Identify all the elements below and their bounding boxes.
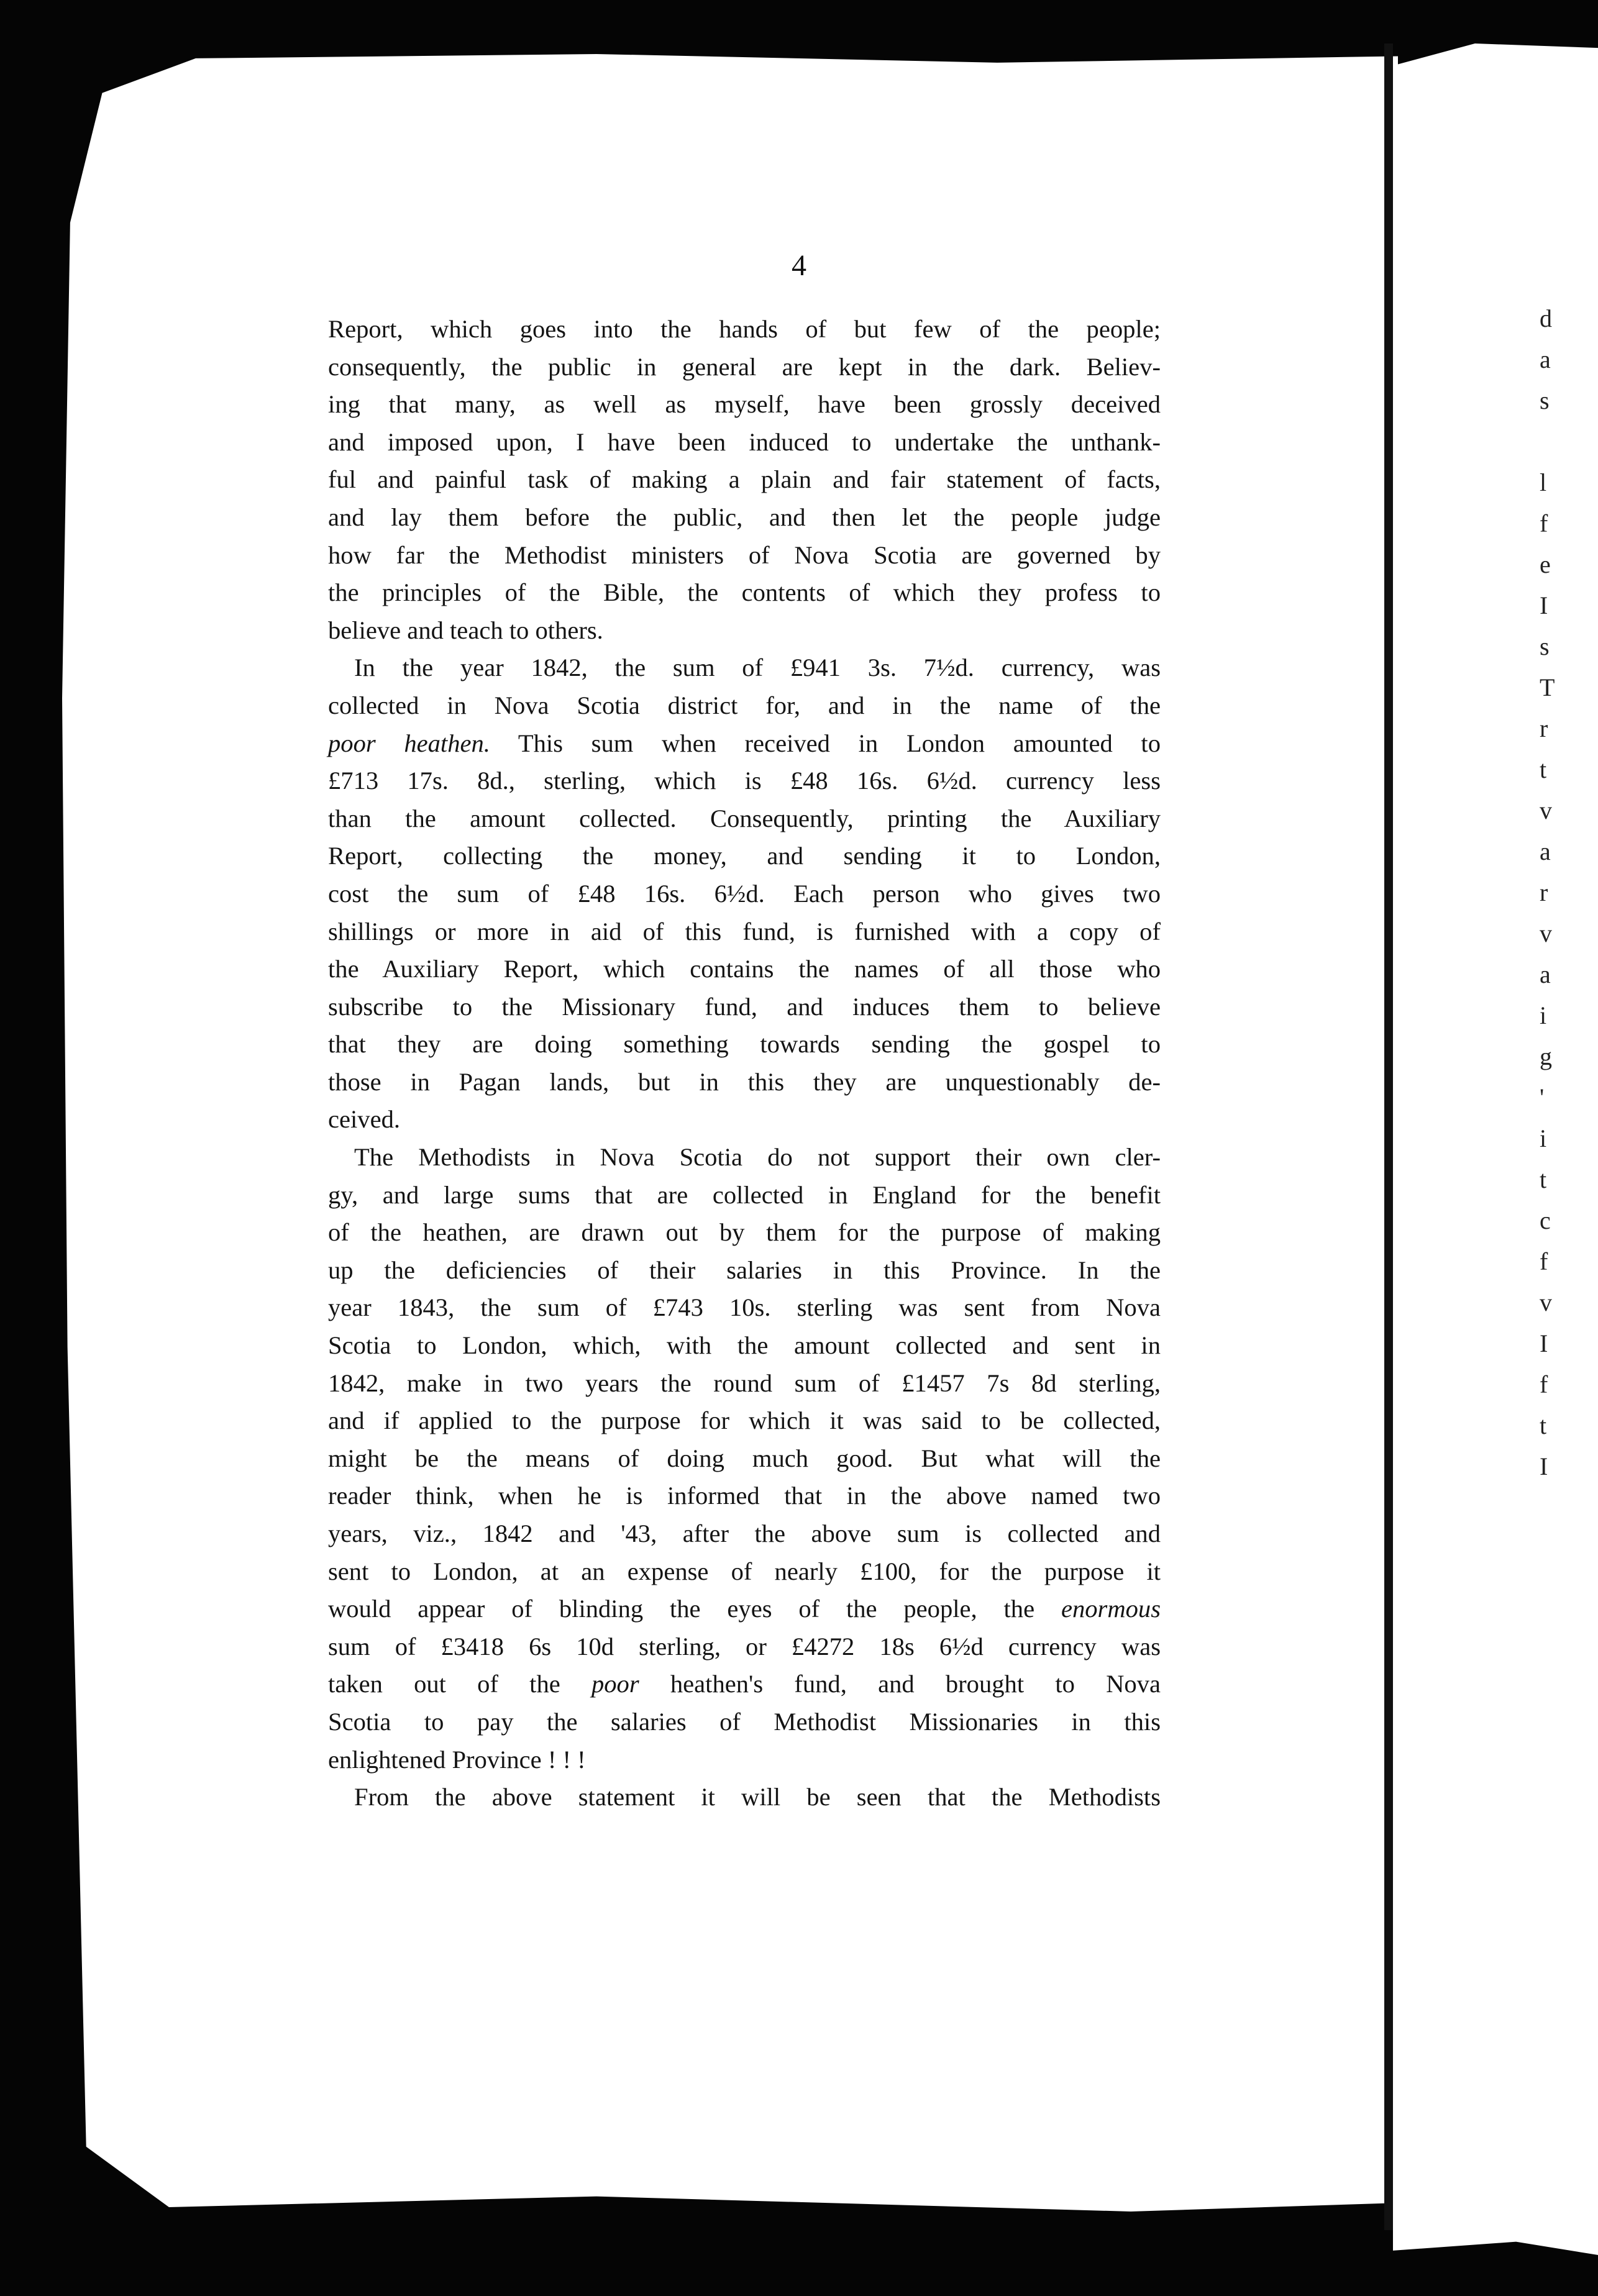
- text-line: that they are doing something towards sending the gospel to: [328, 1030, 1161, 1059]
- text-line: enlightened Province ! ! !: [328, 1745, 586, 1774]
- right-page-fragment: i: [1540, 1124, 1547, 1152]
- text-line: ing that many, as well as myself, have been grossly deceived: [328, 390, 1161, 419]
- right-page-fragment: a: [1540, 345, 1551, 373]
- right-page-fragment: a: [1540, 960, 1551, 988]
- book-spine-gutter: [1384, 43, 1393, 2230]
- right-page-fragment: l: [1540, 468, 1547, 496]
- right-page-fragment: [1540, 421, 1589, 462]
- right-page-fragment: I: [1540, 591, 1548, 619]
- text-line: collected in Nova Scotia district for, and in the name of the: [328, 691, 1161, 719]
- right-page-fragment: T: [1540, 673, 1555, 701]
- text-line: Report, which goes into the hands of but few of the people;: [328, 315, 1161, 343]
- text-line: From the above statement it will be seen that the Methodists: [354, 1783, 1161, 1811]
- text-line: might be the means of doing much good. But what will the: [328, 1444, 1161, 1472]
- text-line: the Auxiliary Report, which contains the names of all those who: [328, 955, 1161, 983]
- text-line: sum of £3418 6s 10d sterling, or £4272 18s 6½d currency was: [328, 1632, 1161, 1660]
- text-line: poor heathen. This sum when received in London amounted to: [328, 729, 1161, 757]
- right-page-fragment: c: [1540, 1206, 1551, 1234]
- right-page-fragment: t: [1540, 755, 1547, 783]
- text-line: would appear of blinding the eyes of the people, the enormous: [328, 1595, 1161, 1623]
- right-page-fragment: d: [1540, 304, 1552, 332]
- right-page-fragment: e: [1540, 550, 1551, 578]
- right-page-fragment: t: [1540, 1165, 1547, 1193]
- text-line: Report, collecting the money, and sending it to London,: [328, 842, 1161, 870]
- text-line: 1842, make in two years the round sum of £1457 7s 8d sterling,: [328, 1369, 1161, 1397]
- italic-emphasis: enormous: [1061, 1595, 1161, 1623]
- right-page-fragment: i: [1540, 1001, 1547, 1029]
- text-line: believe and teach to others.: [328, 616, 603, 644]
- text-line: up the deficiencies of their salaries in this Province. In the: [328, 1255, 1161, 1284]
- right-page-text-fragments: [1540, 298, 1589, 1487]
- body-text: [328, 311, 1161, 1816]
- right-page-fragment: s: [1540, 386, 1550, 414]
- right-page-fragment: f: [1540, 509, 1548, 537]
- text-line: those in Pagan lands, but in this they are unquestionably de-: [328, 1067, 1161, 1096]
- text-line: and if applied to the purpose for which it was said to be collected,: [328, 1406, 1161, 1435]
- right-page-fragment: s: [1540, 632, 1550, 660]
- text-line: Scotia to London, which, with the amount collected and sent in: [328, 1331, 1161, 1360]
- right-page-fragment: a: [1540, 837, 1551, 865]
- text-line: subscribe to the Missionary fund, and induces them to believe: [328, 992, 1161, 1021]
- italic-emphasis: poor: [591, 1670, 639, 1698]
- italic-emphasis: poor heathen.: [328, 729, 490, 757]
- text-line: the principles of the Bible, the contents of which they profess to: [328, 578, 1161, 607]
- text-line: The Methodists in Nova Scotia do not support their own cler-: [354, 1143, 1161, 1172]
- right-page-fragment: v: [1540, 796, 1552, 824]
- text-line: cost the sum of £48 16s. 6½d. Each person who gives two: [328, 879, 1161, 908]
- right-page-fragment: ': [1540, 1083, 1545, 1111]
- right-page-fragment: v: [1540, 919, 1552, 947]
- text-line: how far the Methodist ministers of Nova Scotia are governed by: [328, 540, 1161, 569]
- text-line: and imposed upon, I have been induced to undertake the unthank-: [328, 427, 1161, 456]
- right-page-fragment: t: [1540, 1411, 1547, 1439]
- text-line: Scotia to pay the salaries of Methodist Missionaries in this: [328, 1707, 1161, 1736]
- text-line: than the amount collected. Consequently, printing the Auxiliary: [328, 804, 1161, 832]
- text-line: gy, and large sums that are collected in England for the benefit: [328, 1180, 1161, 1209]
- right-page-fragment: I: [1540, 1329, 1548, 1357]
- text-line: sent to London, at an expense of nearly £100, for the purpose it: [328, 1557, 1161, 1585]
- text-line: of the heathen, are drawn out by them for the purpose of making: [328, 1218, 1161, 1247]
- text-line: reader think, when he is informed that in the above named two: [328, 1482, 1161, 1510]
- right-page-fragment: I: [1540, 1452, 1548, 1480]
- text-line: shillings or more in aid of this fund, is furnished with a copy of: [328, 917, 1161, 945]
- right-page-fragment: r: [1540, 878, 1548, 906]
- right-page-fragment: g: [1540, 1042, 1552, 1070]
- text-line: ceived.: [328, 1105, 401, 1134]
- text-line: In the year 1842, the sum of £941 3s. 7½d. currency, was: [354, 654, 1161, 682]
- right-page-fragment: f: [1540, 1370, 1548, 1398]
- right-page-fragment: v: [1540, 1288, 1552, 1316]
- text-line: ful and painful task of making a plain and fair statement of facts,: [328, 465, 1161, 494]
- right-page-fragment: r: [1540, 714, 1548, 742]
- text-line: year 1843, the sum of £743 10s. sterling was sent from Nova: [328, 1293, 1161, 1322]
- text-line: years, viz., 1842 and '43, after the above sum is collected and: [328, 1519, 1161, 1547]
- text-line: £713 17s. 8d., sterling, which is £48 16s. 6½d. currency less: [328, 767, 1161, 795]
- text-line: taken out of the poor heathen's fund, and brought to Nova: [328, 1670, 1161, 1698]
- right-page-fragment: f: [1540, 1247, 1548, 1275]
- page-number: 4: [792, 249, 806, 282]
- text-line: and lay them before the public, and then let the people judge: [328, 503, 1161, 531]
- text-line: consequently, the public in general are kept in the dark. Believ-: [328, 352, 1161, 381]
